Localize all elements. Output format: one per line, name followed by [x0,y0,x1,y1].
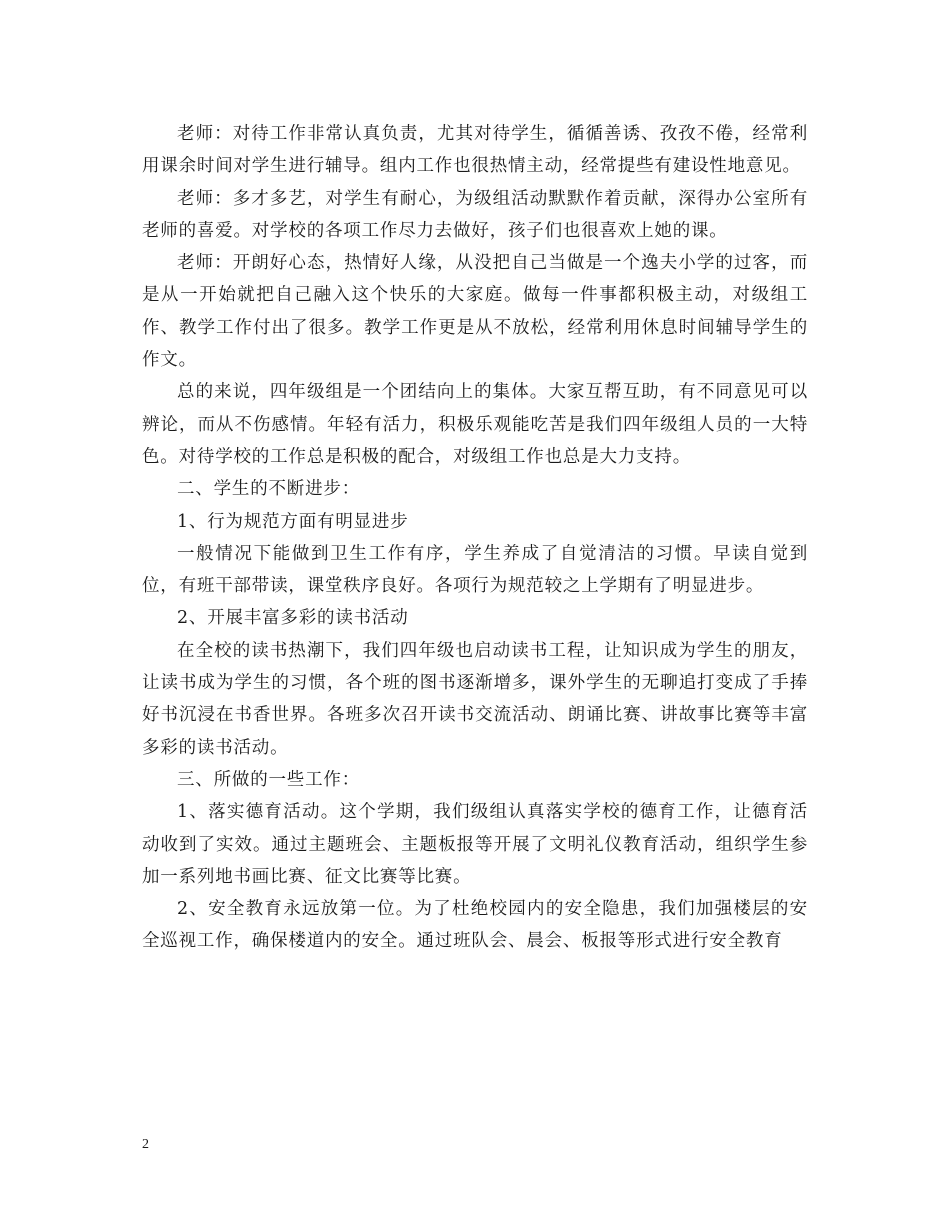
paragraph-teacher-3: 老师：开朗好心态，热情好人缘，从没把自己当做是一个逸夫小学的过客，而是从一开始就把自己融入这个快乐的大家庭。做每一件事都积极主动，对级组工作、教学工作付出了很多。教学工作更是从不放松，经常利用休息时间辅导学生的作文。 [142,253,808,371]
paragraph-reading: 在全校的读书热潮下，我们四年级也启动读书工程，让知识成为学生的朋友，让读书成为学生的习惯，各个班的图书逐渐增多，课外学生的无聊追打变成了手捧好书沉浸在书香世界。各班多次召开读书交流活动、朗诵比赛、讲故事比赛等丰富多彩的读书活动。 [142,640,808,758]
section-heading-student-progress: 二、学生的不断进步： [177,479,360,500]
section-heading-work-done: 三、所做的一些工作： [177,769,360,790]
document-body [142,118,808,958]
subheading-behavior: 1、行为规范方面有明显进步 [177,511,409,532]
page-number: 2 [142,1137,149,1152]
paragraph-behavior: 一般情况下能做到卫生工作有序，学生养成了自觉清洁的习惯。早读自觉到位，有班干部带读，课堂秩序良好。各项行为规范较之上学期有了明显进步。 [142,543,808,597]
paragraph-summary: 总的来说，四年级组是一个团结向上的集体。大家互帮互助，有不同意见可以辨论，而从不伤感情。年轻有活力，积极乐观能吃苦是我们四年级组人员的一大特色。对待学校的工作总是积极的配合，对级组工作也总是大力支持。 [142,382,808,467]
subheading-reading: 2、开展丰富多彩的读书活动 [177,608,409,629]
paragraph-teacher-1: 老师：对待工作非常认真负责，尤其对待学生，循循善诱、孜孜不倦，经常利用课余时间对学生进行辅导。组内工作也很热情主动，经常提些有建设性地意见。 [142,124,808,177]
paragraph-safety-education: 2、安全教育永远放第一位。为了杜绝校园内的安全隐患，我们加强楼层的安全巡视工作，确保楼道内的安全。通过班队会、晨会、板报等形式进行安全教育 [142,899,808,952]
paragraph-teacher-2: 老师：多才多艺，对学生有耐心，为级组活动默默作着贡献，深得办公室所有老师的喜爱。对学校的各项工作尽力去做好，孩子们也很喜欢上她的课。 [142,188,808,241]
paragraph-moral-education: 1、落实德育活动。这个学期，我们级组认真落实学校的德育工作，让德育活动收到了实效。通过主题班会、主题板报等开展了文明礼仪教育活动，组织学生参加一系列地书画比赛、征文比赛等比赛。 [142,802,808,887]
